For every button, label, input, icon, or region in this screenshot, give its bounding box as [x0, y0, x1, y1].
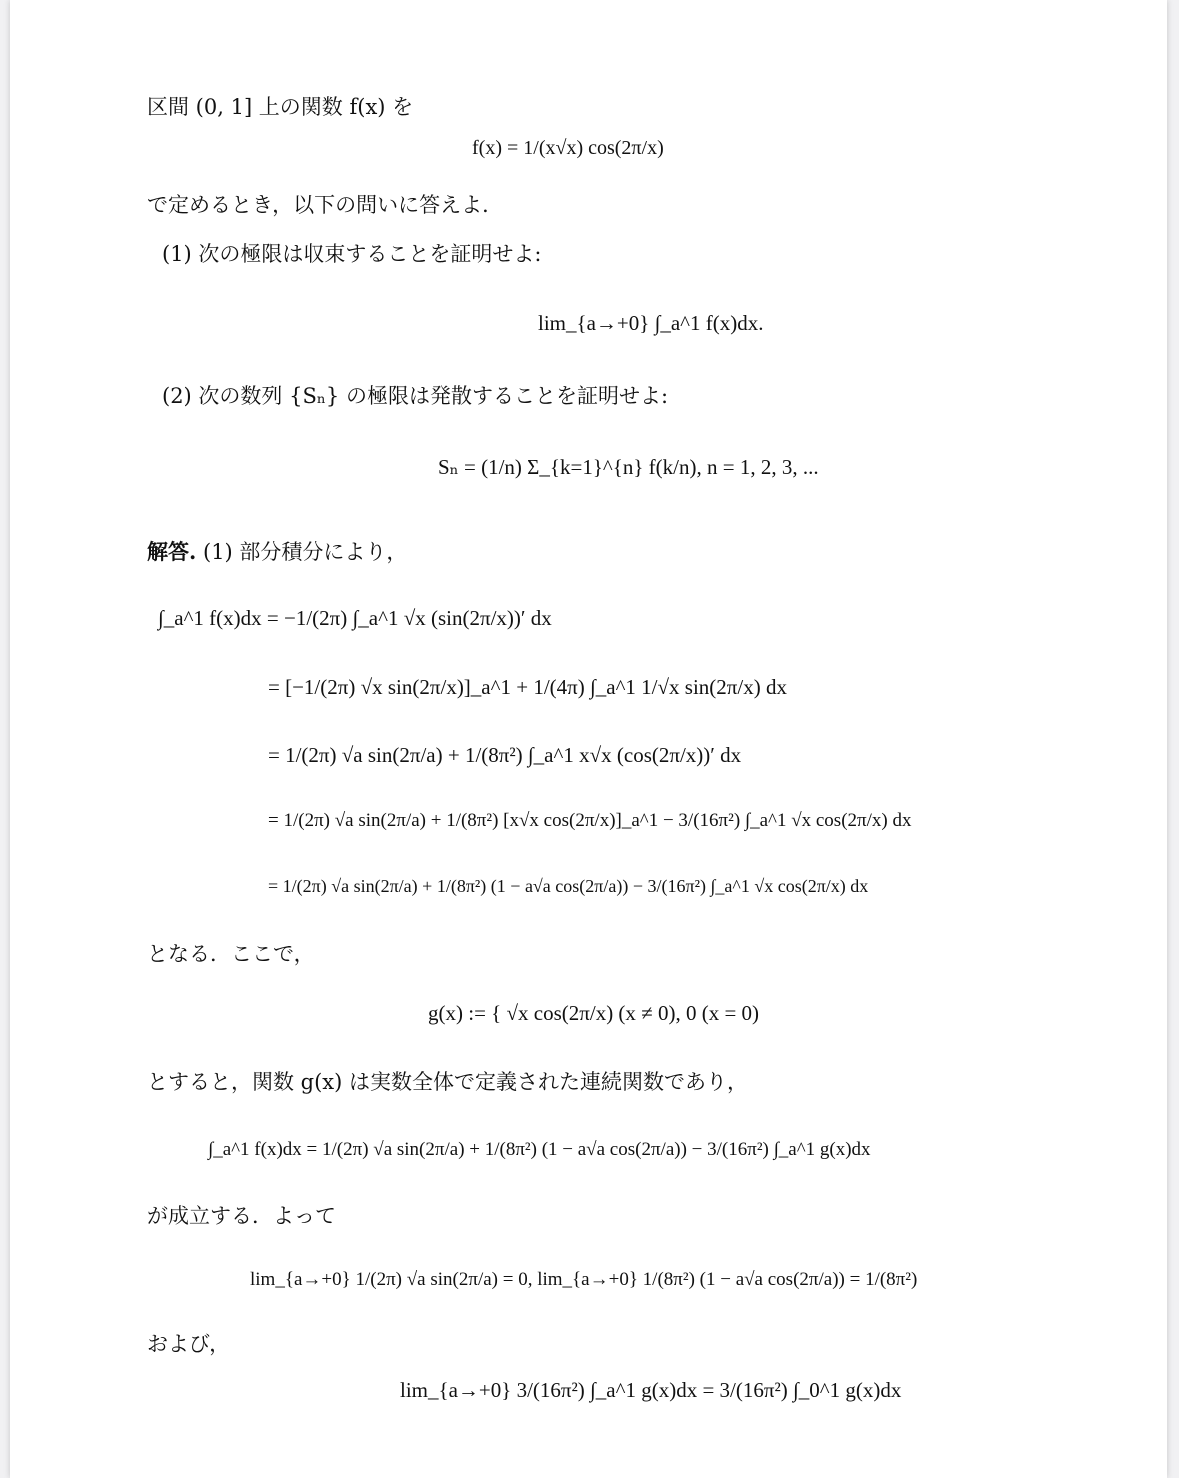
- derivation-step-5: = 1/(2π) √a sin(2π/a) + 1/(8π²) (1 − a√a cos(2π/a)) − 3/(16π²) ∫_a^1 √x cos(2π/x) dx: [268, 876, 869, 896]
- limits-equation: lim_{a→+0} 1/(2π) √a sin(2π/a) = 0, lim_{a→+0} 1/(8π²) (1 − a√a cos(2π/a)) = 1/(8π²): [250, 1269, 918, 1290]
- final-limit-equation: lim_{a→+0} 3/(16π²) ∫_a^1 g(x)dx = 3/(16π²) ∫_0^1 g(x)dx: [400, 1378, 902, 1402]
- solution-label: 解答.: [147, 539, 197, 564]
- solution-text-1: となる．ここで，: [147, 942, 315, 966]
- solution-text-4: および，: [147, 1332, 231, 1356]
- derivation-step-3: = 1/(2π) √a sin(2π/a) + 1/(8π²) ∫_a^1 x√x (cos(2π/x))′ dx: [268, 743, 742, 767]
- derivation-step-4: = 1/(2π) √a sin(2π/a) + 1/(8π²) [x√x cos(2π/x)]_a^1 − 3/(16π²) ∫_a^1 √x cos(2π/x) dx: [268, 810, 912, 831]
- question-1: (1) 次の極限は収束することを証明せよ:: [162, 242, 542, 266]
- definition-equation: f(x) = 1/(x√x) cos(2π/x): [472, 137, 664, 159]
- solution-text-2: とすると，関数 g(x) は実数全体で定義された連続関数であり，: [147, 1070, 749, 1094]
- question-1-equation: lim_{a→+0} ∫_a^1 f(x)dx.: [538, 311, 764, 335]
- question-2-equation: Sₙ = (1/n) Σ_{k=1}^{n} f(k/n), n = 1, 2, 3, ...: [438, 455, 819, 479]
- document-page: [10, 0, 1167, 1478]
- g-equation: ∫_a^1 f(x)dx = 1/(2π) √a sin(2π/a) + 1/(8π²) (1 − a√a cos(2π/a)) − 3/(16π²) ∫_a^1 g(x)dx: [208, 1139, 871, 1160]
- derivation-step-1: ∫_a^1 f(x)dx = −1/(2π) ∫_a^1 √x (sin(2π/x))′ dx: [158, 606, 552, 630]
- question-2: (2) 次の数列 {Sₙ} の極限は発散することを証明せよ:: [162, 384, 669, 408]
- g-definition: g(x) := { √x cos(2π/x) (x ≠ 0), 0 (x = 0): [428, 1001, 760, 1025]
- solution-intro: (1) 部分積分により，: [203, 540, 408, 564]
- solution-text-3: が成立する．よって: [147, 1204, 336, 1228]
- problem-follow-text: で定めるとき，以下の問いに答えよ．: [147, 193, 504, 217]
- solution-heading: [147, 541, 407, 563]
- derivation-step-2: = [−1/(2π) √x sin(2π/x)]_a^1 + 1/(4π) ∫_a^1 1/√x sin(2π/x) dx: [268, 675, 787, 699]
- problem-intro: 区間 (0, 1] 上の関数 f(x) を: [147, 95, 414, 119]
